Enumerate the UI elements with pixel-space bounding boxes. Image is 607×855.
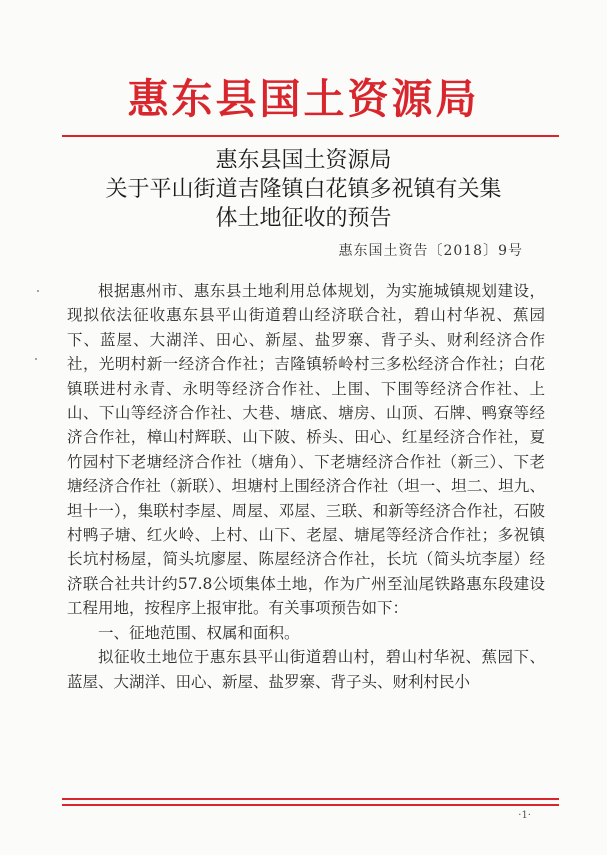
body-paragraph-2: 拟征收土地位于惠东县平山街道碧山村，碧山村华祝、蕉园下、蓝屋、大湖洋、田心、新屋、盐罗寨、背子头、财利村民小 — [67, 648, 545, 691]
title-line-2: 关于平山街道吉隆镇白花镇多祝镇有关集 — [105, 177, 502, 202]
scan-speck — [37, 290, 39, 292]
document-title — [40, 146, 567, 233]
scan-speck — [35, 358, 37, 360]
title-line-1: 惠东县国土资源局 — [215, 148, 392, 173]
letterhead-title: 惠东县国土资源局 — [127, 75, 480, 123]
footer-red-rule-bottom — [62, 804, 559, 806]
footer-red-rule-top — [62, 798, 559, 800]
document-body — [67, 279, 545, 694]
section-heading-1: 一、征地范围、权属和面积。 — [98, 623, 300, 642]
title-line-3: 体土地征收的预告 — [215, 206, 392, 231]
body-paragraph-1: 根据惠州市、惠东县土地利用总体规划，为实施城镇规划建设，现拟依法征收惠东县平山街道碧山经济联合社，碧山村华祝、蕉园下、蓝屋、大湖洋、田心、新屋、盐罗寨、背子头、财利经济合作社，光明村新一经济合作社；吉隆镇轿岭村三多松经济合作社；白花镇联进村永青、永明等经济合作社、上围、下围等经济合作社、上山、下山等经济合作社、大巷、塘底、塘房、山顶、石牌、鸭寮等经济合作社，樟山村辉联、山下陂、桥头、田心、红星经济合作社，夏竹园村下老塘经济合作社（塘角）、下老塘经济合作社（新三）、下老塘经济合作社（新联）、坦塘村上围经济合作社（坦一、坦二、坦九、坦十一），集联村李屋、周屋、邓屋、三联、和新等经济合作社，石陂村鸭子塘、红火岭、上村、山下、老屋、塘尾等经济合作社；多祝镇长坑村杨屋，简头坑廖屋、陈屋经济合作社，长坑（简头坑李屋）经济联合社共计约57.8公顷集体土地，作为广州至汕尾铁路惠东段建设工程用地，按程序上报审批。有关事项预告如下： — [67, 282, 545, 618]
page-number: ·1· — [518, 810, 531, 821]
document-number: 惠东国土资告〔2018〕9号 — [338, 243, 523, 259]
letterhead-red-rule — [62, 135, 559, 137]
